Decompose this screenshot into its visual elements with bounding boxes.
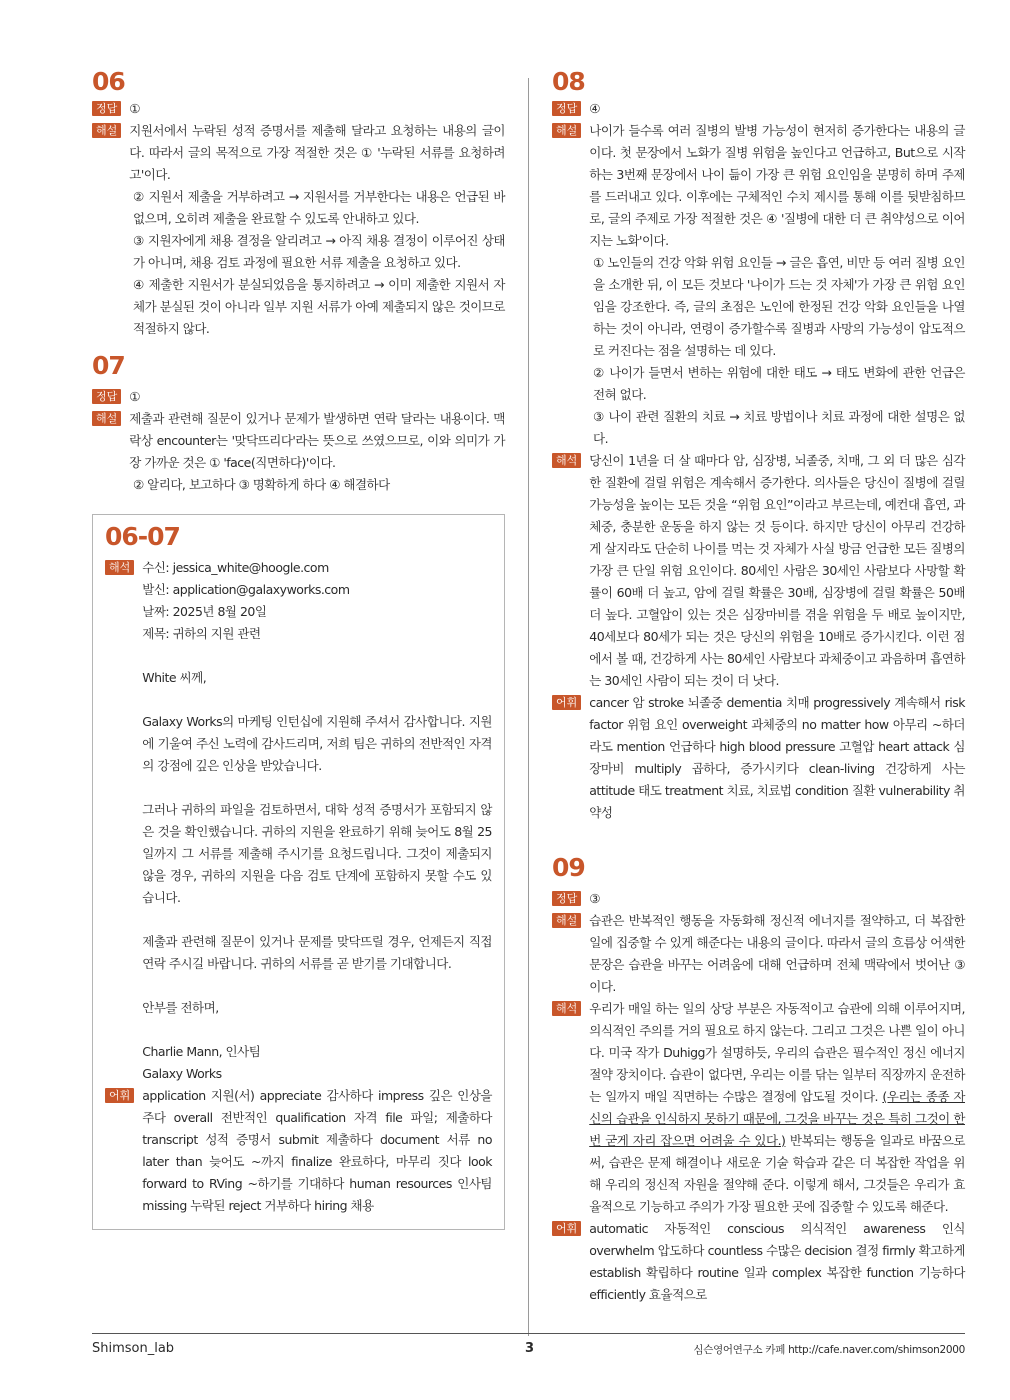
explain-paragraph: 지원서에서 누락된 성적 증명서를 제출해 달라고 요청하는 내용의 글이다. 따라서 글의 목적으로 가장 적절한 것은 ① '누락된 서류를 요청하려고'이다. — [129, 123, 505, 182]
vocab-text: application 지원(서) appreciate 감사하다 impress 깊은 인상을 주다 overall 전반적인 qualification 자격 file 파일; 제출하다 transcript 성적 증명서 submit 제출하다 document 서류 no later than 늦어도 ~까지 finalize 완료하다, 마무리 짓다 look forward to RVing ~하기를 기대하다 human resources 인사팀 missing 누락된 reject 거부하다 hiring 채용 — [142, 1088, 492, 1213]
explain-badge: 해설 — [92, 123, 121, 138]
email-closing: 안부를 전하며, — [142, 1000, 219, 1015]
vocab-badge: 어휘 — [552, 695, 581, 710]
footer-cafe-link[interactable]: 심슨영어연구소 카페 http://cafe.naver.com/shimson2000 — [693, 1344, 965, 1356]
answer-row-08 — [552, 98, 965, 120]
answer-badge: 정답 — [552, 891, 581, 906]
translation-part: 반복되는 행동을 일과로 바꿈으로써, 습관은 문제 해결이나 새로운 기술 학습과 같은 더 복잡한 작업을 위해 우리의 정신적 자원을 절약해 준다. 이렇게 해서, 그것들은 우리가 효율적으로 기능하고 주의가 가장 필요한 곳에 집중할 수 있도록 해준다. — [589, 1133, 965, 1214]
answer-badge: 정답 — [92, 389, 121, 404]
distractor-note: ② 지원서 제출을 거부하려고 → 지원서를 거부한다는 내용은 언급된 바 없으며, 오히려 제출을 완료할 수 있도록 안내하고 있다. — [133, 189, 505, 226]
explain-text-09: 습관은 반복적인 행동을 자동화해 정신적 에너지를 절약하고, 더 복잡한 일에 집중할 수 있게 해준다는 내용의 글이다. 따라서 글의 흐름상 어색한 문장은 습관을 바꾸는 어려움에 대해 언급하며 전체 맥락에서 벗어난 ③이다. — [589, 913, 965, 994]
translation-row-08 — [552, 450, 965, 692]
email-date: 날짜: 2025년 8월 20일 — [142, 604, 267, 619]
explain-paragraph: 제출과 관련해 질문이 있거나 문제가 발생하면 연락 달라는 내용이다. 맥락상 encounter는 '맞닥뜨리다'라는 뜻으로 쓰였으므로, 이와 의미가 가장 가까운 것은 ① 'face(직면하다)'이다. — [129, 411, 505, 470]
footer-rule — [92, 1333, 965, 1334]
translation-text — [142, 557, 492, 1085]
explain-text-08 — [589, 120, 965, 252]
answer-row-06 — [92, 98, 505, 120]
email-greeting: White 씨께, — [142, 670, 207, 685]
explain-row-07 — [92, 408, 505, 474]
page-footer — [92, 1341, 965, 1361]
explain-text-06 — [129, 120, 505, 186]
explain-row-09 — [552, 910, 965, 998]
right-column — [552, 66, 965, 1306]
question-number-08: 08 — [552, 67, 585, 96]
passage-number: 06-07 — [105, 522, 180, 551]
translate-badge: 해석 — [105, 560, 134, 575]
vocab-row-09 — [552, 1218, 965, 1306]
answer-value-07: ① — [129, 389, 140, 404]
vocab-badge: 어휘 — [552, 1221, 581, 1236]
distractor-note: ② 나이가 들면서 변하는 위험에 대한 태도 → 태도 변화에 관한 언급은 전혀 없다. — [593, 365, 965, 402]
email-subject: 제목: 귀하의 지원 관련 — [142, 626, 261, 641]
translate-badge: 해석 — [552, 1001, 581, 1016]
answer-badge: 정답 — [92, 101, 121, 116]
email-paragraph: 제출과 관련해 질문이 있거나 문제를 맞닥뜨릴 경우, 언제든지 직접 연락 주시길 바랍니다. 귀하의 서류를 곧 받기를 기대합니다. — [142, 934, 492, 971]
answer-badge: 정답 — [552, 101, 581, 116]
distractor-note: ② 알리다, 보고하다 ③ 명확하게 하다 ④ 해결하다 — [133, 477, 390, 492]
vocab-row — [105, 1085, 492, 1217]
question-number-06: 06 — [92, 67, 125, 96]
email-paragraph: Galaxy Works의 마케팅 인턴십에 지원해 주셔서 감사합니다. 지원에 기울여 주신 노력에 감사드리며, 저희 팀은 귀하의 전반적인 자격의 강점에 깊은 인상을 받았습니다. — [142, 714, 492, 773]
translation-row-09 — [552, 998, 965, 1218]
answer-value-06: ① — [129, 101, 140, 116]
explain-row-06 — [92, 120, 505, 186]
email-to: 수신: jessica_white@hoogle.com — [142, 560, 329, 575]
page-number: 3 — [525, 1341, 535, 1356]
footer-brand: Shimson_lab — [92, 1341, 175, 1356]
translation-text-09 — [589, 998, 965, 1218]
explain-badge: 해설 — [92, 411, 121, 426]
question-number-09: 09 — [552, 853, 585, 882]
underlined-sentence: (우리는 종종 자신의 습관을 인식하지 못하기 때문에, 그것을 바꾸는 것은 특히 그것이 한 번 굳게 자리 잡으면 어려울 수 있다.) — [589, 1089, 965, 1148]
email-signature: Charlie Mann, 인사팀 — [142, 1044, 261, 1059]
email-paragraph: 그러나 귀하의 파일을 검토하면서, 대학 성적 증명서가 포함되지 않은 것을 확인했습니다. 귀하의 지원을 완료하기 위해 늦어도 8월 25일까지 그 서류를 제출해 주시기를 요청드립니다. 그것이 제출되지 않을 경우, 귀하의 지원을 다음 검토 단계에 포함하지 못할 수도 있습니다. — [142, 802, 492, 905]
explain-paragraph: 나이가 들수록 여러 질병의 발병 가능성이 현저히 증가한다는 내용의 글이다. 첫 문장에서 노화가 질병 위험을 높인다고 언급하고, But으로 시작하는 3번째 문장에서 나이 듦이 가장 큰 위험 요인임을 분명히 하며 주제를 드러내고 있다. 이후에는 구체적인 수치 제시를 통해 이를 뒷받침하므로, 글의 주제로 가장 적절한 것은 ④ '질병에 대한 더 큰 취약성으로 이어지는 노화'이다. — [589, 123, 965, 248]
distractor-note: ③ 나이 관련 질환의 치료 → 치료 방법이나 치료 과정에 대한 설명은 없다. — [593, 409, 965, 446]
translation-row — [105, 557, 492, 1085]
column-divider — [528, 78, 529, 1336]
translation-text-08: 당신이 1년을 더 살 때마다 암, 심장병, 뇌졸중, 치매, 그 외 더 많은 심각한 질환에 걸릴 위험은 계속해서 증가한다. 의사들은 당신이 질병에 걸릴 가능성을 높이는 모든 것을 “위험 요인”이라고 부르는데, 예컨대 흡연, 과체중, 충분한 운동을 하지 않는 것 등이다. 하지만 당신이 아무리 건강하게 살지라도 단순히 나이를 먹는 것 자체가 사실 방금 언급한 모든 질병의 가장 큰 단일 위험 요인이다. 80세인 사람은 30세인 사람보다 사망할 확률이 60배 더 높고, 암에 걸릴 확률은 30배, 심장병에 걸릴 확률은 50배 더 높다. 고혈압이 있는 것은 심장마비를 겪을 위험을 두 배로 높이지만, 40세보다 80세가 되는 것은 당신의 위험을 10배로 증가시킨다. 이런 점에서 볼 때, 건강하게 사는 80세인 사람보다 과체중이고 과음하며 흡연하는 30세인 사람이 되는 것이 더 낫다. — [589, 453, 965, 688]
translation-part: 우리가 매일 하는 일의 상당 부분은 자동적이고 습관에 의해 이루어지며, 의식적인 주의를 거의 필요로 하지 않는다. 그리고 그것은 나쁜 일이 아니다. 미국 작가 Duhigg가 설명하듯, 우리의 습관은 필수적인 정신 에너지 절약 장치이다. 습관이 없다면, 우리는 이를 닦는 일부터 직장까지 운전하는 일까지 매일 직면하는 수많은 결정에 압도될 것이다. — [589, 1001, 965, 1104]
explain-row-08 — [552, 120, 965, 252]
answer-value-09: ③ — [589, 891, 600, 906]
left-column — [92, 66, 505, 1230]
passage-box-06-07 — [92, 514, 505, 1230]
vocab-text-09: automatic 자동적인 conscious 의식적인 awareness 인식 overwhelm 압도하다 countless 수많은 decision 결정 firmly 확고하게 establish 확립하다 routine 일과 complex 복잡한 function 기능하다 efficiently 효율적으로 — [589, 1221, 965, 1302]
answer-row-07 — [92, 386, 505, 408]
distractor-note: ④ 제출한 지원서가 분실되었음을 통지하려고 → 이미 제출한 지원서 자체가 분실된 것이 아니라 일부 지원 서류가 아예 제출되지 않은 것이므로 적절하지 않다. — [133, 277, 505, 336]
vocab-text-08: cancer 암 stroke 뇌졸중 dementia 치매 progressively 계속해서 risk factor 위험 요인 overweight 과체중의 no matter how 아무리 ~하더라도 mention 언급하다 high blood pressure 고혈압 heart attack 심장마비 multiply 곱하다, 증가시키다 clean-living 건강하게 사는 attitude 태도 treatment 치료, 치료법 condition 질환 vulnerability 취약성 — [589, 695, 965, 820]
answer-row-09 — [552, 888, 965, 910]
distractor-note: ① 노인들의 건강 악화 위험 요인들 → 글은 흡연, 비만 등 여러 질병 요인을 소개한 뒤, 이 모든 것보다 '나이가 드는 것 자체'가 가장 큰 위험 요인임을 강조한다. 즉, 글의 초점은 노인에 한정된 건강 악화 요인들을 나열하는 것이 아니라, 연령이 증가할수록 질병과 사망의 가능성이 압도적으로 커진다는 점을 설명하는 데 있다. — [593, 255, 965, 358]
vocab-row-08 — [552, 692, 965, 824]
explain-text-07 — [129, 408, 505, 474]
explain-badge: 해설 — [552, 913, 581, 928]
email-company: Galaxy Works — [142, 1066, 222, 1081]
answer-value-08: ④ — [589, 101, 600, 116]
email-from: 발신: application@galaxyworks.com — [142, 582, 350, 597]
vocab-badge: 어휘 — [105, 1088, 134, 1103]
explain-badge: 해설 — [552, 123, 581, 138]
translate-badge: 해석 — [552, 453, 581, 468]
question-number-07: 07 — [92, 351, 125, 380]
distractor-note: ③ 지원자에게 채용 결정을 알리려고 → 아직 채용 결정이 이루어진 상태가 아니며, 채용 검토 과정에 필요한 서류 제출을 요청하고 있다. — [133, 233, 505, 270]
